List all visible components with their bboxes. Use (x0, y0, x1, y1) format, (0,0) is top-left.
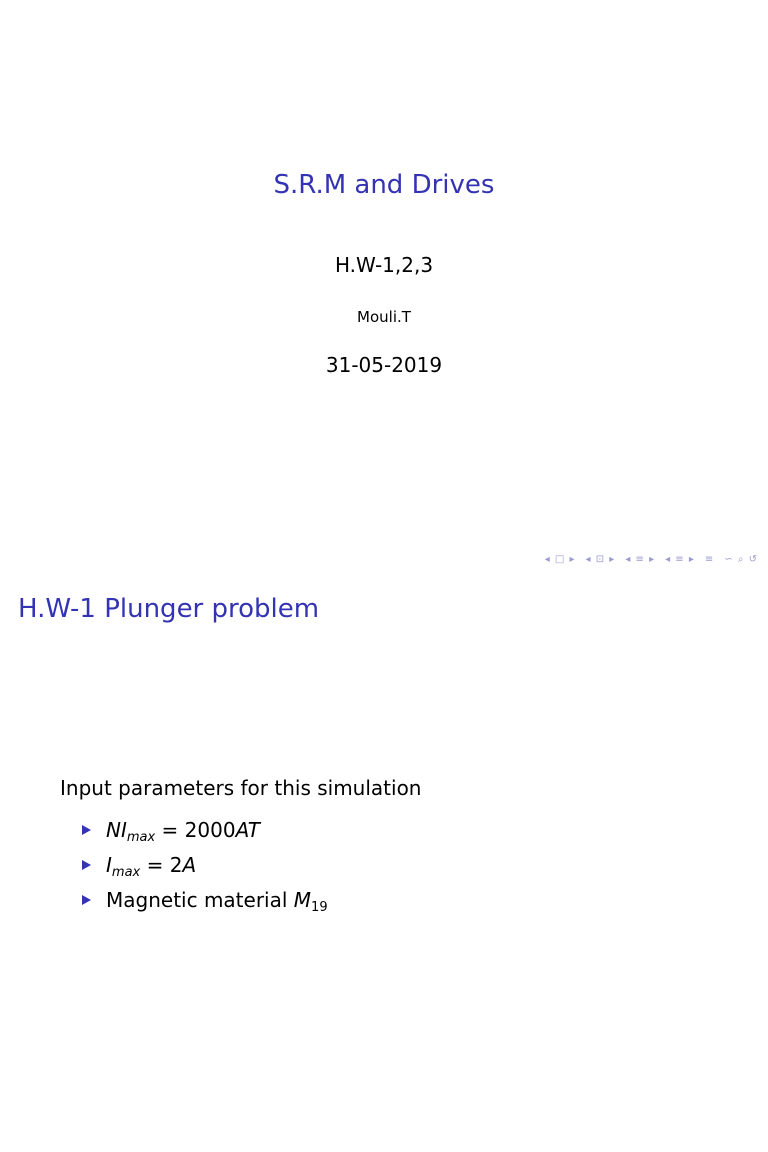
math-value: = 2 (140, 853, 183, 877)
content-slide (0, 576, 768, 1152)
math-subscript: 19 (311, 900, 328, 915)
presentation-author: Mouli.T (357, 308, 411, 326)
bullet-text: Magnetic material (106, 888, 294, 912)
math-value: = 2000 (155, 818, 236, 842)
math-symbol: I (106, 853, 112, 877)
beamer-navigation-bar (545, 554, 758, 565)
math-subscript: max (111, 865, 141, 880)
nav-doc-icon[interactable]: ≡ (704, 554, 715, 565)
bullet-arrow-icon (82, 860, 91, 870)
nav-section-icon[interactable]: ◂ ≡ ▸ (625, 554, 656, 565)
math-symbol: M (293, 888, 312, 912)
bullet-arrow-icon (82, 895, 91, 905)
nav-frame-icon[interactable]: ◂ □ ▸ (544, 554, 576, 565)
math-unit: A (182, 853, 197, 877)
nav-search-icon[interactable]: ∽ ⌕ ↺ (724, 554, 758, 565)
math-symbol: NI (106, 818, 127, 842)
presentation-date: 31-05-2019 (325, 353, 443, 377)
presentation-subtitle: H.W-1,2,3 (334, 253, 434, 277)
nav-subsection-icon[interactable]: ◂ ⊡ ▸ (585, 554, 616, 565)
frame-title: H.W-1 Plunger problem (18, 594, 320, 624)
math-subscript: max (126, 830, 156, 845)
bullet-arrow-icon (82, 825, 91, 835)
presentation-title: S.R.M and Drives (273, 170, 495, 200)
intro-text: Input parameters for this simulation (60, 776, 422, 800)
nav-subsection-list-icon[interactable]: ◂ ≡ ▸ (665, 554, 695, 565)
math-unit: AT (235, 818, 261, 842)
